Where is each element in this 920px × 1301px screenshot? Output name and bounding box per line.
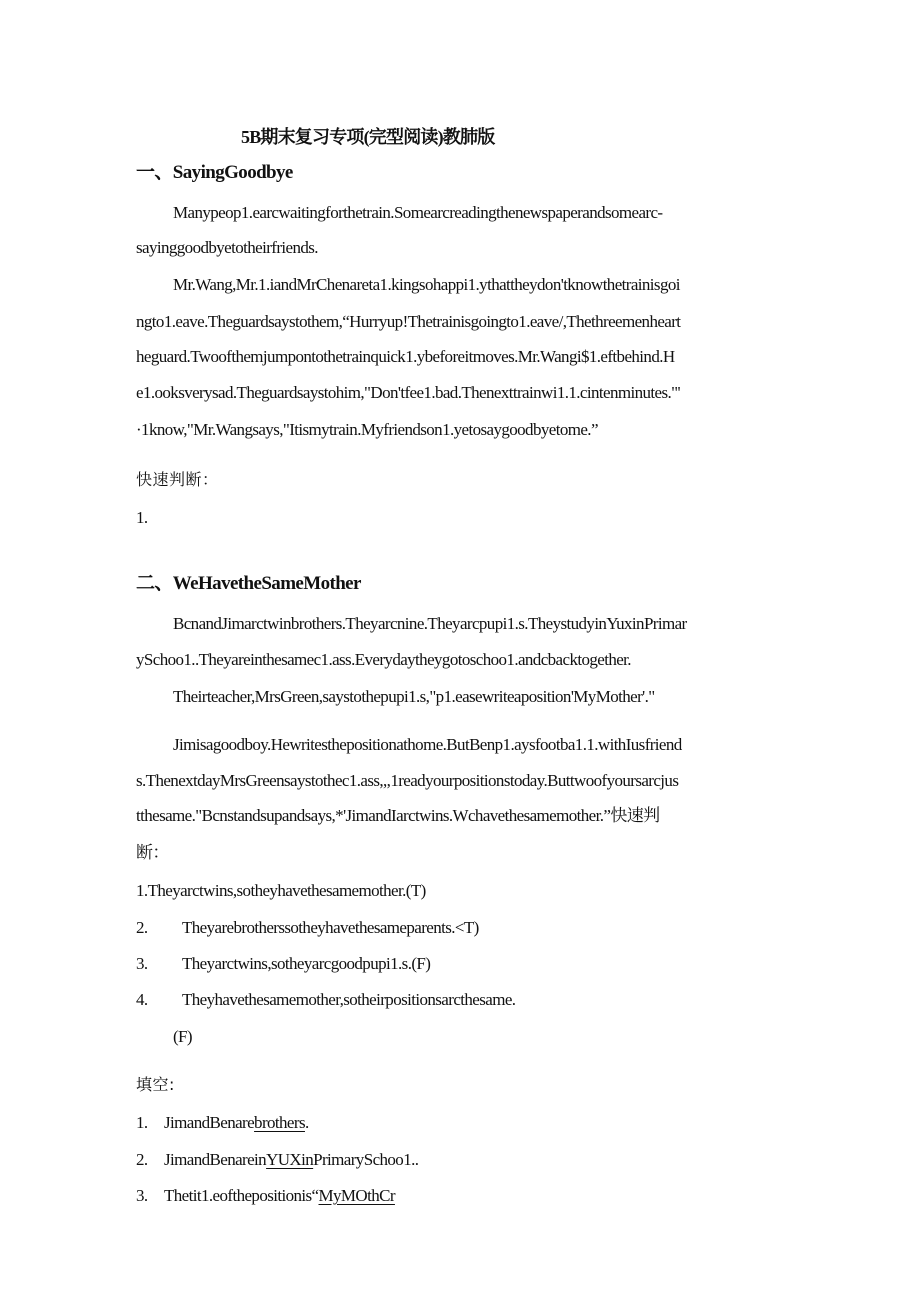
s1-item-1: 1. xyxy=(136,508,148,527)
s1-p2-line-2: ngto1.eave.Theguardsaystothem,“Hurryup!Thetrainisgoingto1.eave/,Thethreemenheart xyxy=(136,312,681,331)
s2-p1-line-2: ySchoo1..Theyareinthesamec1.ass.Everydaytheygotoschoo1.andcbacktogether. xyxy=(136,650,631,669)
s2-p1-line-1: BcnandJimarctwinbrothers.Theyarcnine.Theyarcpupi1.s.TheystudyinYuxinPrimar xyxy=(173,614,687,633)
fill-item-1 xyxy=(136,1113,309,1133)
judgment-1 xyxy=(136,881,426,901)
fill-1-suffix: . xyxy=(304,1113,309,1132)
judgment-2-number: 2. xyxy=(136,918,148,937)
fill-in-label: 填空: xyxy=(136,1075,175,1094)
fill-2-suffix: PrimarySchoo1.. xyxy=(313,1150,419,1169)
fill-1-answer: brothers xyxy=(254,1113,305,1132)
fill-3-answer: MyMOthCr xyxy=(318,1186,395,1205)
fill-2-number: 2. xyxy=(136,1150,148,1169)
s1-p1-line-1: Manypeop1.earcwaitingforthetrain.Somearcreadingthenewspaperandsomearc- xyxy=(173,203,663,222)
s2-p3-line-1: Jimisagoodboy.Hewritesthepositionathome.ButBenp1.aysfootba1.1.withIusfriend xyxy=(173,735,682,754)
fill-1-prefix: JimandBenare xyxy=(164,1113,255,1132)
section-1-heading: 一、SayingGoodbye xyxy=(136,162,293,183)
s2-p3-line-2: s.ThenextdayMrsGreensaystothec1.ass,,,1readyourpositionstoday.Buttwoofyoursarcjus xyxy=(136,771,679,790)
s2-p3-line-4: 断： xyxy=(136,843,169,862)
judgment-4-body: Theyhavethesamemother,sotheirpositionsarcthesame. xyxy=(182,990,516,1009)
fill-2-answer: YUXin xyxy=(266,1150,314,1169)
judgment-3 xyxy=(136,954,430,974)
judgment-1-body: Theyarctwins,sotheyhavethesamemother.(T) xyxy=(147,881,426,900)
judgment-4-answer: (F) xyxy=(173,1027,192,1046)
page-title: 5B期末复习专项(完型阅读)教肺版 xyxy=(241,127,495,147)
fill-item-3 xyxy=(136,1186,395,1206)
fill-2-prefix: JimandBenarein xyxy=(164,1150,267,1169)
s1-p2-line-4: e1.ooksverysad.Theguardsaystohim,"Don'tfee1.bad.Thenexttrainwi1.1.cintenminutes."' xyxy=(136,383,680,402)
fill-item-2 xyxy=(136,1150,418,1170)
s2-p2-line: Theirteacher,MrsGreen,saystothepupi1.s,"p1.easewriteaposition'MyMother'." xyxy=(173,687,655,706)
s1-quick-judge-label: 快速判断： xyxy=(136,470,219,489)
judgment-2-body: Theyarebrotherssotheyhavethesameparents.<T) xyxy=(182,918,479,937)
section-2-heading: 二、WeHavetheSameMother xyxy=(136,573,361,594)
judgment-3-number: 3. xyxy=(136,954,148,973)
judgment-2 xyxy=(136,918,479,938)
judgment-3-body: Theyarctwins,sotheyarcgoodpupi1.s.(F) xyxy=(182,954,431,973)
s1-p2-line-5: ·1know,"Mr.Wangsays,"Itismytrain.Myfriendson1.yetosaygoodbyetome.” xyxy=(136,420,598,439)
judgment-1-text: 1. xyxy=(136,881,148,900)
s1-p2-line-1: Mr.Wang,Mr.1.iandMrChenareta1.kingsohappi1.ythattheydon'tknowthetrainisgoi xyxy=(173,275,680,294)
s1-p1-line-2: sayinggoodbyetotheirfriends. xyxy=(136,238,318,257)
fill-3-prefix: Thetit1.eofthepositionis“ xyxy=(164,1186,319,1205)
fill-1-number: 1. xyxy=(136,1113,148,1132)
s2-p3-line-3: tthesame."Bcnstandsupandsays,*'JimandIarctwins.Wchavethesamemother.”快速判 xyxy=(136,806,660,825)
judgment-4-number: 4. xyxy=(136,990,148,1009)
s1-p2-line-3: heguard.Twoofthemjumpontothetrainquick1.ybeforeitmoves.Mr.Wangi$1.eftbehind.H xyxy=(136,347,675,366)
judgment-4 xyxy=(136,990,515,1010)
fill-3-number: 3. xyxy=(136,1186,148,1205)
